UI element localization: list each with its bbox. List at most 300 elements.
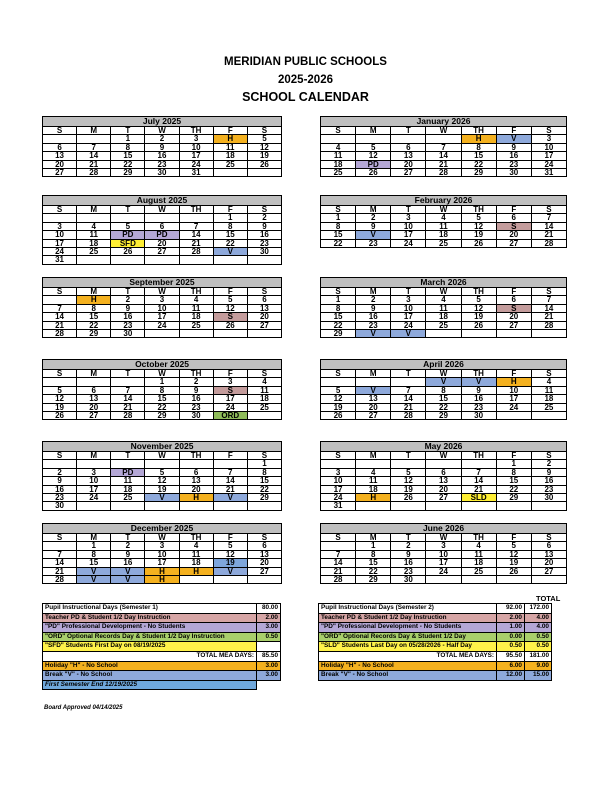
weekday-header: S bbox=[321, 370, 356, 378]
day-cell bbox=[213, 256, 247, 264]
day-cell bbox=[321, 542, 356, 550]
day-cell: 7 bbox=[43, 550, 77, 558]
legend-row bbox=[43, 632, 552, 642]
legend-right: TOTAL MEA DAYS: bbox=[319, 651, 497, 661]
day-cell: 5 bbox=[391, 468, 426, 476]
day-cell bbox=[247, 576, 281, 584]
day-cell: 7 bbox=[531, 214, 566, 222]
day-cell: 19 bbox=[391, 485, 426, 493]
month-august-2025 bbox=[42, 195, 282, 277]
day-cell-v: V bbox=[356, 330, 391, 338]
month-title: August 2025 bbox=[42, 195, 282, 205]
day-cell: 9 bbox=[356, 304, 391, 312]
day-cell: 15 bbox=[321, 313, 356, 321]
day-cell-v: V bbox=[77, 576, 111, 584]
day-cell: 26 bbox=[213, 321, 247, 329]
day-cell: 22 bbox=[145, 403, 179, 411]
weekday-header: TH bbox=[461, 370, 496, 378]
weekday-header: M bbox=[356, 288, 391, 296]
day-cell: 29 bbox=[356, 576, 391, 584]
day-cell-v: V bbox=[213, 248, 247, 256]
day-cell: 30 bbox=[391, 576, 426, 584]
day-cell: 7 bbox=[321, 550, 356, 558]
day-cell: 20 bbox=[496, 313, 531, 321]
day-cell-pd: PD bbox=[111, 468, 145, 476]
legend-row bbox=[43, 671, 552, 681]
legend-right: Pupil Instructional Days (Semester 2) bbox=[319, 604, 497, 614]
day-cell bbox=[43, 135, 77, 143]
day-cell bbox=[496, 502, 531, 510]
day-cell: 9 bbox=[111, 304, 145, 312]
day-cell: 15 bbox=[426, 395, 461, 403]
day-cell: 1 bbox=[77, 542, 111, 550]
day-cell: 31 bbox=[531, 169, 566, 177]
day-cell: 28 bbox=[43, 576, 77, 584]
weekday-header: S bbox=[247, 370, 281, 378]
day-cell: 30 bbox=[179, 412, 213, 420]
weekday-header: S bbox=[531, 127, 566, 135]
day-cell: 9 bbox=[391, 550, 426, 558]
legend-left: "PD" Professional Development - No Students bbox=[43, 623, 257, 633]
day-cell: 5 bbox=[356, 143, 391, 151]
day-cell-v: V bbox=[213, 494, 247, 502]
legend-gap bbox=[281, 671, 319, 681]
day-cell: 2 bbox=[111, 296, 145, 304]
day-cell: 11 bbox=[531, 386, 566, 394]
day-cell: 28 bbox=[77, 169, 111, 177]
day-cell: 31 bbox=[321, 502, 356, 510]
day-cell: 26 bbox=[356, 169, 391, 177]
day-cell: 5 bbox=[145, 468, 179, 476]
day-cell: 21 bbox=[43, 567, 77, 575]
weekday-header: W bbox=[145, 452, 179, 460]
day-cell: 12 bbox=[461, 304, 496, 312]
day-cell: 25 bbox=[213, 160, 247, 168]
legend-row bbox=[43, 651, 552, 661]
legend-rv: 92.00 bbox=[497, 604, 525, 614]
legend-gap bbox=[281, 623, 319, 633]
day-cell bbox=[43, 542, 77, 550]
day-cell: 30 bbox=[111, 330, 145, 338]
weekday-header: TH bbox=[461, 127, 496, 135]
day-cell: 16 bbox=[179, 395, 213, 403]
day-cell: 13 bbox=[77, 395, 111, 403]
day-cell: 29 bbox=[496, 494, 531, 502]
day-cell: 8 bbox=[77, 550, 111, 558]
day-cell bbox=[356, 378, 391, 386]
legend-lv: 80.00 bbox=[257, 604, 281, 614]
day-cell bbox=[77, 460, 111, 468]
day-cell bbox=[43, 214, 77, 222]
day-cell: 25 bbox=[179, 321, 213, 329]
weekday-header: T bbox=[391, 452, 426, 460]
day-cell: 12 bbox=[247, 143, 281, 151]
day-cell: 29 bbox=[426, 412, 461, 420]
month-title: September 2025 bbox=[42, 277, 282, 287]
weekday-header: S bbox=[321, 127, 356, 135]
day-cell bbox=[247, 169, 281, 177]
month-january-2026 bbox=[320, 116, 567, 195]
legend-right bbox=[319, 680, 497, 690]
day-cell: 18 bbox=[247, 395, 281, 403]
weekday-header: M bbox=[356, 127, 391, 135]
legend-gap bbox=[281, 651, 319, 661]
day-cell: 19 bbox=[461, 231, 496, 239]
weekday-header: TH bbox=[179, 206, 213, 214]
day-cell bbox=[145, 502, 179, 510]
day-cell bbox=[179, 214, 213, 222]
day-cell: 17 bbox=[321, 485, 356, 493]
day-cell: 18 bbox=[213, 152, 247, 160]
day-cell: 5 bbox=[111, 222, 145, 230]
day-cell-sfd: SFD bbox=[111, 239, 145, 247]
day-cell bbox=[321, 460, 356, 468]
day-cell bbox=[213, 169, 247, 177]
day-cell: 31 bbox=[43, 256, 77, 264]
day-cell-h: H bbox=[356, 494, 391, 502]
day-cell: 29 bbox=[461, 169, 496, 177]
day-cell-pd: PD bbox=[145, 231, 179, 239]
day-cell-h: H bbox=[496, 378, 531, 386]
day-cell-sld: SLD bbox=[461, 494, 496, 502]
weekday-header: TH bbox=[461, 534, 496, 542]
weekday-header: W bbox=[426, 206, 461, 214]
day-cell: 29 bbox=[77, 330, 111, 338]
day-cell: 13 bbox=[426, 477, 461, 485]
day-cell-v: V bbox=[391, 330, 426, 338]
month-november-2025 bbox=[42, 441, 282, 523]
day-cell: 22 bbox=[77, 321, 111, 329]
weekday-header: S bbox=[247, 206, 281, 214]
day-cell: 11 bbox=[213, 143, 247, 151]
day-cell: 12 bbox=[213, 550, 247, 558]
day-cell-pd: PD bbox=[111, 231, 145, 239]
day-cell: 9 bbox=[111, 550, 145, 558]
day-cell: 15 bbox=[111, 152, 145, 160]
day-cell: 10 bbox=[391, 304, 426, 312]
weekday-header: M bbox=[77, 206, 111, 214]
day-cell: 20 bbox=[247, 559, 281, 567]
legend-gap bbox=[281, 613, 319, 623]
day-cell: 18 bbox=[179, 313, 213, 321]
day-cell: 15 bbox=[145, 395, 179, 403]
day-cell bbox=[496, 576, 531, 584]
day-cell bbox=[356, 460, 391, 468]
day-cell bbox=[247, 256, 281, 264]
day-cell: 11 bbox=[77, 231, 111, 239]
day-cell: 12 bbox=[321, 395, 356, 403]
day-cell: 23 bbox=[145, 160, 179, 168]
weekday-header: F bbox=[213, 288, 247, 296]
day-cell: 11 bbox=[179, 550, 213, 558]
day-cell: 24 bbox=[391, 321, 426, 329]
weekday-header: S bbox=[531, 534, 566, 542]
day-cell: 18 bbox=[426, 313, 461, 321]
day-cell bbox=[461, 460, 496, 468]
day-cell: 6 bbox=[496, 214, 531, 222]
day-cell: 15 bbox=[77, 313, 111, 321]
day-cell: 28 bbox=[321, 576, 356, 584]
weekday-header: F bbox=[213, 534, 247, 542]
day-cell: 27 bbox=[496, 321, 531, 329]
legend-total-header: TOTAL bbox=[536, 594, 561, 603]
day-cell bbox=[426, 460, 461, 468]
day-cell: 18 bbox=[461, 559, 496, 567]
day-cell: 21 bbox=[321, 567, 356, 575]
day-cell bbox=[213, 576, 247, 584]
day-cell: 10 bbox=[145, 550, 179, 558]
day-cell: 9 bbox=[247, 222, 281, 230]
day-cell: 5 bbox=[43, 386, 77, 394]
legend-tv bbox=[525, 680, 552, 690]
day-cell: 21 bbox=[391, 403, 426, 411]
day-cell: 2 bbox=[356, 296, 391, 304]
weekday-header: F bbox=[496, 370, 531, 378]
day-cell: 10 bbox=[496, 386, 531, 394]
day-cell: 20 bbox=[496, 231, 531, 239]
weekday-header: TH bbox=[179, 452, 213, 460]
day-cell: 24 bbox=[426, 567, 461, 575]
day-cell: 20 bbox=[531, 559, 566, 567]
month-april-2026 bbox=[320, 359, 567, 441]
weekday-header: S bbox=[43, 534, 77, 542]
weekday-header: F bbox=[213, 370, 247, 378]
day-cell: 16 bbox=[496, 152, 531, 160]
day-cell: 10 bbox=[531, 143, 566, 151]
legend-rv: 0.00 bbox=[497, 632, 525, 642]
day-cell: 2 bbox=[43, 468, 77, 476]
day-cell: 27 bbox=[247, 567, 281, 575]
day-cell: 29 bbox=[145, 412, 179, 420]
day-cell: 11 bbox=[247, 386, 281, 394]
day-cell bbox=[391, 378, 426, 386]
day-cell: 25 bbox=[77, 248, 111, 256]
day-cell: 28 bbox=[531, 239, 566, 247]
day-cell: 6 bbox=[391, 143, 426, 151]
legend-lv: 3.00 bbox=[257, 623, 281, 633]
day-cell: 3 bbox=[213, 378, 247, 386]
legend-right: Teacher PD & Student 1/2 Day Instruction bbox=[319, 613, 497, 623]
day-cell: 5 bbox=[496, 542, 531, 550]
day-cell-h: H bbox=[145, 567, 179, 575]
day-cell: 9 bbox=[531, 468, 566, 476]
day-cell-s: S bbox=[213, 386, 247, 394]
day-cell: 21 bbox=[461, 485, 496, 493]
day-cell: 23 bbox=[111, 321, 145, 329]
day-cell: 15 bbox=[321, 231, 356, 239]
weekday-header: S bbox=[321, 206, 356, 214]
weekday-header: S bbox=[321, 288, 356, 296]
weekday-header: T bbox=[391, 370, 426, 378]
weekday-header: M bbox=[77, 370, 111, 378]
day-cell: 7 bbox=[179, 222, 213, 230]
day-cell: 23 bbox=[391, 567, 426, 575]
legend-tv: 4.00 bbox=[525, 623, 552, 633]
day-cell: 16 bbox=[531, 477, 566, 485]
day-cell: 3 bbox=[43, 222, 77, 230]
day-cell bbox=[426, 502, 461, 510]
legend-right: Break "V" - No School bbox=[319, 671, 497, 681]
day-cell: 20 bbox=[426, 485, 461, 493]
weekday-header: S bbox=[247, 452, 281, 460]
day-cell: 4 bbox=[179, 296, 213, 304]
day-cell: 2 bbox=[111, 542, 145, 550]
day-cell-h: H bbox=[461, 135, 496, 143]
day-cell: 6 bbox=[247, 296, 281, 304]
month-december-2025 bbox=[42, 523, 282, 605]
weekday-header: T bbox=[111, 288, 145, 296]
weekday-header: F bbox=[213, 452, 247, 460]
legend-lv bbox=[257, 642, 281, 652]
day-cell: 3 bbox=[179, 135, 213, 143]
day-cell-v: V bbox=[77, 567, 111, 575]
day-cell: 16 bbox=[461, 395, 496, 403]
day-cell: 18 bbox=[179, 559, 213, 567]
day-cell: 8 bbox=[77, 304, 111, 312]
day-cell bbox=[213, 330, 247, 338]
day-cell: 23 bbox=[247, 239, 281, 247]
day-cell bbox=[461, 502, 496, 510]
day-cell: 1 bbox=[247, 460, 281, 468]
day-cell: 14 bbox=[43, 559, 77, 567]
day-cell: 17 bbox=[145, 559, 179, 567]
day-cell: 25 bbox=[321, 169, 356, 177]
day-cell: 7 bbox=[111, 386, 145, 394]
day-cell bbox=[111, 460, 145, 468]
day-cell: 20 bbox=[43, 160, 77, 168]
day-cell: 28 bbox=[179, 248, 213, 256]
day-cell bbox=[145, 460, 179, 468]
day-cell: 19 bbox=[213, 559, 247, 567]
day-cell bbox=[247, 502, 281, 510]
day-cell bbox=[391, 460, 426, 468]
day-cell: 27 bbox=[496, 239, 531, 247]
legend-right: "SLD" Students Last Day on 05/28/2026 - Half Day bbox=[319, 642, 497, 652]
day-cell: 11 bbox=[111, 477, 145, 485]
day-cell: 18 bbox=[321, 160, 356, 168]
day-cell bbox=[213, 502, 247, 510]
day-cell bbox=[77, 378, 111, 386]
day-cell: 1 bbox=[111, 135, 145, 143]
day-cell: 4 bbox=[426, 296, 461, 304]
day-cell-v: V bbox=[426, 378, 461, 386]
weekday-header: T bbox=[391, 288, 426, 296]
day-cell: 7 bbox=[426, 143, 461, 151]
day-cell: 27 bbox=[145, 248, 179, 256]
day-cell: 14 bbox=[321, 559, 356, 567]
day-cell: 11 bbox=[426, 304, 461, 312]
day-cell bbox=[426, 135, 461, 143]
day-cell: 24 bbox=[391, 239, 426, 247]
day-cell-s: S bbox=[496, 222, 531, 230]
month-june-2026 bbox=[320, 523, 567, 605]
day-cell: 21 bbox=[179, 239, 213, 247]
weekday-header: W bbox=[145, 534, 179, 542]
day-cell: 18 bbox=[531, 395, 566, 403]
legend-left: Teacher PD & Student 1/2 Day Instruction bbox=[43, 613, 257, 623]
day-cell: 12 bbox=[213, 304, 247, 312]
day-cell: 28 bbox=[531, 321, 566, 329]
legend-row bbox=[43, 661, 552, 671]
column-divider bbox=[282, 116, 318, 603]
month-february-2026 bbox=[320, 195, 567, 277]
legend-gap bbox=[281, 680, 319, 690]
day-cell: 17 bbox=[391, 231, 426, 239]
day-cell bbox=[179, 576, 213, 584]
weekday-header: S bbox=[321, 534, 356, 542]
day-cell: 5 bbox=[213, 542, 247, 550]
day-cell: 2 bbox=[531, 460, 566, 468]
day-cell: 20 bbox=[356, 403, 391, 411]
day-cell: 4 bbox=[461, 542, 496, 550]
day-cell: 7 bbox=[461, 468, 496, 476]
day-cell: 18 bbox=[426, 231, 461, 239]
weekday-header: T bbox=[111, 452, 145, 460]
legend-tv: 9.00 bbox=[525, 661, 552, 671]
month-title: January 2026 bbox=[320, 116, 567, 126]
day-cell bbox=[43, 296, 77, 304]
day-cell bbox=[247, 412, 281, 420]
day-cell-h: H bbox=[213, 135, 247, 143]
day-cell: 20 bbox=[179, 485, 213, 493]
day-cell: 1 bbox=[145, 378, 179, 386]
day-cell: 8 bbox=[321, 222, 356, 230]
weekday-header: S bbox=[247, 534, 281, 542]
day-cell: 1 bbox=[213, 214, 247, 222]
day-cell: 24 bbox=[496, 403, 531, 411]
day-cell: 1 bbox=[321, 296, 356, 304]
weekday-header: F bbox=[496, 452, 531, 460]
day-cell: 9 bbox=[179, 386, 213, 394]
day-cell: 23 bbox=[496, 160, 531, 168]
day-cell: 8 bbox=[356, 550, 391, 558]
day-cell bbox=[179, 256, 213, 264]
day-cell: 1 bbox=[321, 214, 356, 222]
weekday-header: TH bbox=[179, 127, 213, 135]
day-cell: 26 bbox=[111, 248, 145, 256]
day-cell: 20 bbox=[145, 239, 179, 247]
day-cell: 30 bbox=[43, 502, 77, 510]
day-cell: 20 bbox=[391, 160, 426, 168]
day-cell: 28 bbox=[426, 169, 461, 177]
day-cell: 5 bbox=[247, 135, 281, 143]
day-cell: 21 bbox=[531, 313, 566, 321]
day-cell: 22 bbox=[321, 239, 356, 247]
day-cell bbox=[496, 330, 531, 338]
day-cell: 11 bbox=[356, 477, 391, 485]
weekday-header: S bbox=[43, 452, 77, 460]
day-cell bbox=[531, 576, 566, 584]
day-cell: 9 bbox=[496, 143, 531, 151]
day-cell: 8 bbox=[213, 222, 247, 230]
day-cell: 9 bbox=[356, 222, 391, 230]
day-cell: 13 bbox=[356, 395, 391, 403]
page-title: SCHOOL CALENDAR bbox=[242, 90, 369, 104]
day-cell-h: H bbox=[179, 567, 213, 575]
day-cell bbox=[531, 330, 566, 338]
weekday-header: F bbox=[496, 206, 531, 214]
day-cell: 17 bbox=[213, 395, 247, 403]
day-cell: 25 bbox=[426, 321, 461, 329]
day-cell: 22 bbox=[426, 403, 461, 411]
day-cell: 14 bbox=[179, 231, 213, 239]
district-name: MERIDIAN PUBLIC SCHOOLS bbox=[224, 56, 387, 68]
weekday-header: S bbox=[247, 288, 281, 296]
day-cell bbox=[111, 214, 145, 222]
day-cell: 5 bbox=[213, 296, 247, 304]
legend-row bbox=[43, 613, 552, 623]
weekday-header: M bbox=[356, 452, 391, 460]
